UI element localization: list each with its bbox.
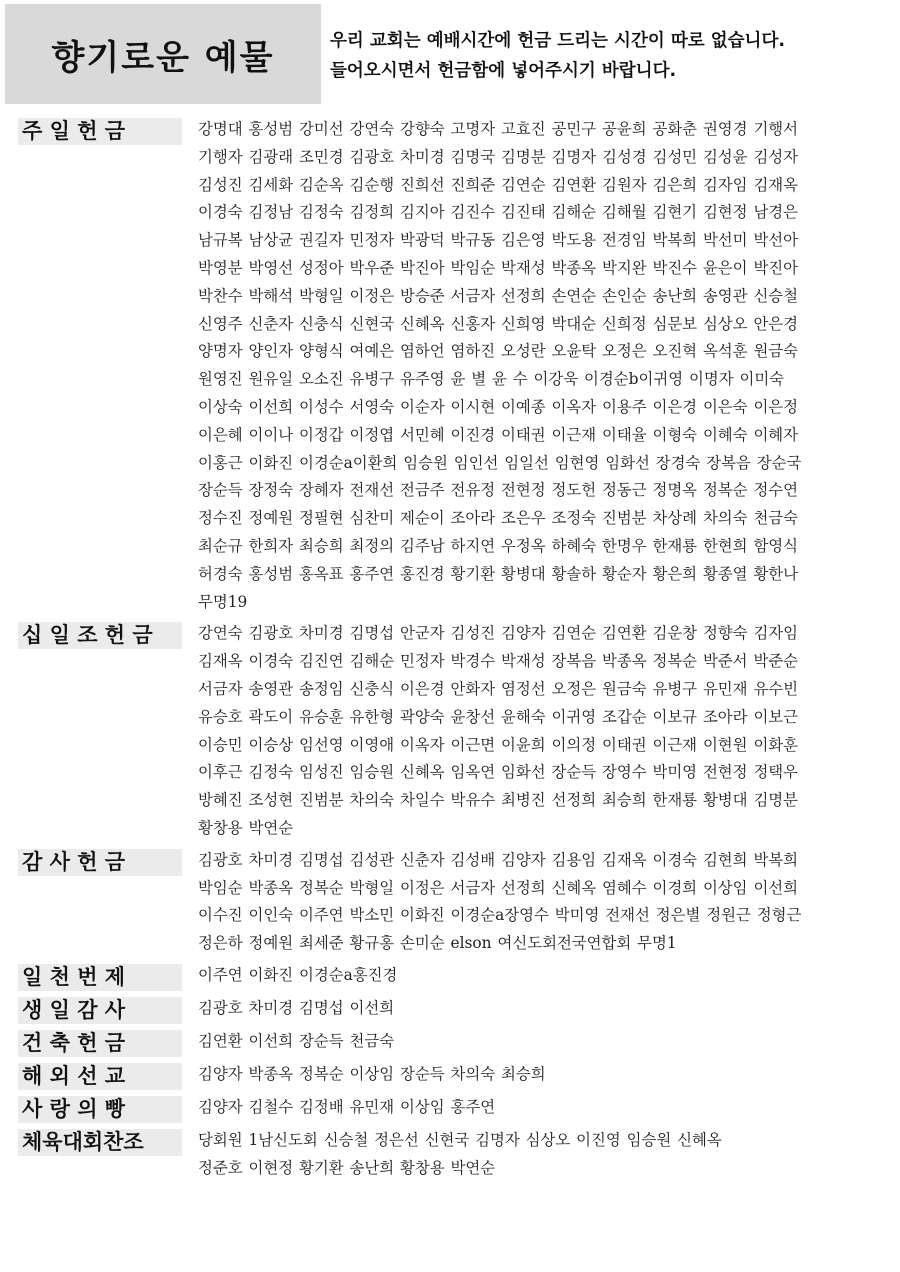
donor-line: 허경숙 홍성범 홍옥표 홍주연 홍진경 황기환 황병대 황솔하 황순자 황은희 황종열 황한나 [198,564,799,583]
section-label: 십 일 조 헌 금 [18,622,182,649]
donor-line: 강연숙 김광호 차미경 김명섭 안군자 김성진 김양자 김연순 김연환 김운창 정향숙 김자임 [198,624,799,643]
donor-line: 박임순 박종옥 정복순 박형일 이정은 서금자 선정희 신혜옥 염혜수 이경희 이상임 이선희 [198,878,799,897]
donor-line: 박찬수 박해석 박형일 이정은 방승준 서금자 선정희 손연순 손인순 송난희 송영관 신승철 [198,286,799,305]
donor-names [198,620,876,842]
donor-line: 김광호 차미경 김명섭 김성관 신춘자 김성배 김양자 김용임 김재옥 이경숙 김현희 박복희 [198,850,799,869]
section-birthday-thanks [0,995,900,1024]
donor-line: 당회원 1남신도회 신승철 정은선 신현국 김명자 심상오 이진영 임승원 신혜옥 [198,1130,722,1149]
section-label: 일 천 번 제 [18,964,182,991]
section-thanksgiving-offering [0,847,900,958]
donor-names [198,847,876,958]
donor-line: 무명19 [198,592,248,611]
section-label: 생 일 감 사 [18,997,182,1024]
donor-line: 이승민 이승상 임선영 이영애 이옥자 이근면 이윤희 이의정 이태권 이근재 이현원 이화훈 [198,735,799,754]
donor-line: 최순규 한희자 최승희 최정의 김주남 하지연 우정옥 하혜숙 한명우 한재룡 한현희 함영식 [198,536,799,555]
donor-line: 서금자 송영관 송정임 신충식 이은경 안화자 염정선 오정은 원금숙 유병구 유민재 유수빈 [198,679,799,698]
donor-names [198,1094,876,1122]
donor-line: 남규복 남상균 권길자 민정자 박광덕 박규동 김은영 박도용 전경임 박복희 박선미 박선아 [198,231,799,250]
donor-line: 김양자 김철수 김정배 유민재 이상임 홍주연 [198,1097,496,1116]
section-overseas-mission [0,1061,900,1090]
offering-sections [0,116,900,1183]
section-tithe-offering [0,620,900,842]
section-sports-day-sponsorship [0,1127,900,1183]
notice-line: 들어오시면서 헌금함에 넣어주시기 바랍니다. [330,61,677,81]
donor-line: 기행자 김광래 조민경 김광호 차미경 김명국 김명분 김명자 김성경 김성민 김성윤 김성자 [198,147,799,166]
donor-line: 장순득 장정숙 장혜자 전재선 전금주 전유정 전현정 정도헌 정동근 정명옥 정복순 정수연 [198,481,799,500]
donor-line: 이상숙 이선희 이성수 서영숙 이순자 이시현 이예종 이옥자 이용주 이은경 이은숙 이은정 [198,397,799,416]
donor-line: 방혜진 조성현 진범분 차의숙 차일수 박유수 최병진 선정희 최승희 한재룡 황병대 김명분 [198,791,799,810]
section-label: 주 일 헌 금 [18,118,182,145]
donor-line: 박영분 박영선 성정아 박우준 박진아 박임순 박재성 박종옥 박지완 박진수 윤은이 박진아 [198,258,799,277]
donor-line: 강명대 홍성범 강미선 강연숙 강향숙 고명자 고효진 공민구 공윤희 공화춘 권영경 기행서 [198,120,799,138]
donor-line: 이후근 김정숙 임성진 임승원 신혜옥 임옥연 임화선 장순득 장영수 박미영 전현정 정택우 [198,763,799,782]
donor-line: 이은혜 이이나 이정갑 이정엽 서민혜 이진경 이태권 이근재 이태율 이형숙 이혜숙 이혜자 [198,425,799,444]
donor-line: 김성진 김세화 김순옥 김순행 진희선 진희준 김연순 김연환 김원자 김은희 김자임 김재옥 [198,175,799,194]
donor-names [198,962,876,990]
donor-line: 이홍근 이화진 이경순a이환희 임승원 임인선 임일선 임현영 임화선 장경숙 장복음 장순국 [198,453,802,472]
section-label: 감 사 헌 금 [18,849,182,876]
donor-line: 유승호 곽도이 유승훈 유한형 곽양숙 윤창선 윤해숙 이귀영 조갑순 이보규 조아라 이보근 [198,707,799,726]
donor-line: 이수진 이인숙 이주연 박소민 이화진 이경순a장영수 박미영 전재선 정은별 정원근 정형근 [198,906,802,925]
donor-names [198,1061,876,1089]
section-label: 건 축 헌 금 [18,1030,182,1057]
donor-names [198,995,876,1023]
donor-line: 김재옥 이경숙 김진연 김해순 민정자 박경수 박재성 장복음 박종옥 정복순 박준서 박준순 [198,652,799,671]
donor-names [198,1127,876,1183]
donor-line: 김연환 이선희 장순득 천금숙 [198,1031,395,1050]
section-building-offering [0,1028,900,1057]
donor-line: 황창용 박연순 [198,818,294,837]
donor-line: 원영진 원유일 오소진 유병구 유주영 윤 별 윤 수 이강욱 이경순b이귀영 이명자 이미숙 [198,370,785,389]
notice-line: 우리 교회는 예배시간에 헌금 드리는 시간이 따로 없습니다. [330,31,786,51]
donor-line: 정준호 이현정 황기환 송난희 황창용 박연순 [198,1158,496,1177]
offering-notice [330,26,890,86]
donor-line: 정은하 정예원 최세준 황규홍 손미순 elson 여신도회전국연합회 무명1 [198,934,677,953]
title-banner [5,4,321,104]
section-thousand-offering [0,962,900,991]
page-title: 향기로운 예물 [51,37,275,78]
donor-line: 정수진 정예원 정필현 심찬미 제순이 조아라 조은우 조정숙 진범분 차상례 차의숙 천금숙 [198,509,799,528]
section-label: 해 외 선 교 [18,1063,182,1090]
donor-line: 이경숙 김정남 김정숙 김정희 김지아 김진수 김진태 김해순 김해월 김현기 김현정 남경은 [198,203,799,222]
section-bread-of-love [0,1094,900,1123]
section-label: 체육대회찬조 [18,1129,182,1156]
donor-line: 이주연 이화진 이경순a홍진경 [198,965,398,984]
donor-names [198,116,876,616]
donor-line: 김광호 차미경 김명섭 이선희 [198,998,395,1017]
donor-names [198,1028,876,1056]
donor-line: 양명자 양인자 양형식 여예은 염하언 염하진 오성란 오윤탁 오정은 오진혁 옥석훈 원금숙 [198,342,799,361]
donor-line: 신영주 신춘자 신충식 신현국 신혜옥 신홍자 신희영 박대순 신희정 심문보 심상오 안은경 [198,314,799,333]
section-sunday-offering [0,116,900,616]
section-label: 사 랑 의 빵 [18,1096,182,1123]
donor-line: 김양자 박종옥 정복순 이상임 장순득 차의숙 최승희 [198,1064,546,1083]
